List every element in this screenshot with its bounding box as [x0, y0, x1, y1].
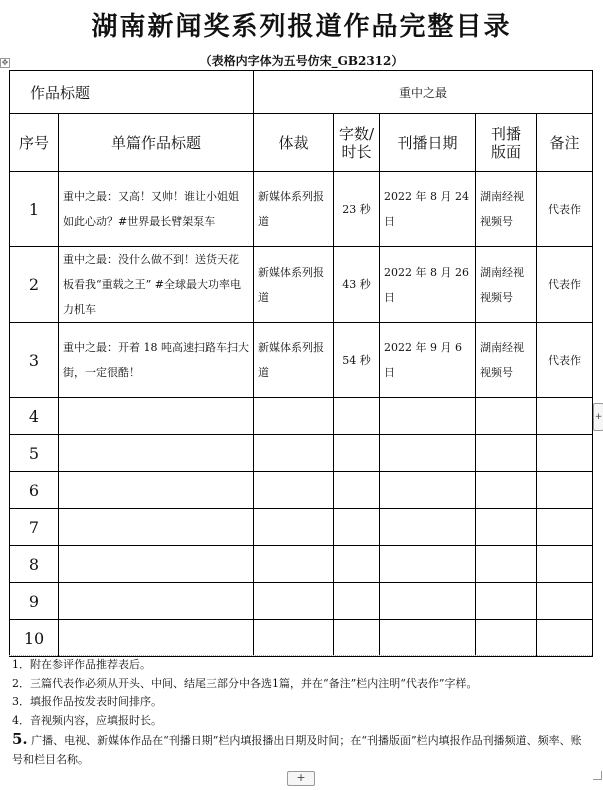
row-date[interactable]	[380, 398, 476, 435]
row-no: 2	[10, 247, 59, 323]
row-genre[interactable]	[254, 546, 334, 583]
row-remark[interactable]	[537, 509, 593, 546]
table-row	[10, 323, 593, 398]
table-row	[10, 583, 593, 620]
row-remark[interactable]	[537, 546, 593, 583]
work-title-label	[10, 71, 254, 114]
row-channel[interactable]	[476, 546, 537, 583]
row-title[interactable]: 重中之最：开着 18 吨高速扫路车扫大街，一定很酷！	[59, 323, 254, 398]
row-channel[interactable]	[476, 398, 537, 435]
row-channel[interactable]	[476, 509, 537, 546]
row-genre[interactable]: 新媒体系列报道	[254, 323, 334, 398]
row-remark[interactable]	[537, 583, 593, 620]
table-row	[10, 435, 593, 472]
row-length[interactable]	[334, 398, 380, 435]
header-no: 序号	[10, 114, 59, 172]
row-title[interactable]: 重中之最：没什么做不到！送货天花板看我“重载之王” #全球最大功率电力机车	[59, 247, 254, 323]
table-row	[10, 546, 593, 583]
row-no: 10	[10, 620, 59, 657]
table-row	[10, 247, 593, 323]
catalog-table	[9, 70, 593, 657]
row-no: 3	[10, 323, 59, 398]
row-remark[interactable]	[537, 620, 593, 657]
table-row	[10, 398, 593, 435]
row-date[interactable]	[380, 620, 476, 657]
row-remark[interactable]: 代表作	[537, 323, 593, 398]
row-date[interactable]	[380, 546, 476, 583]
row-no: 4	[10, 398, 59, 435]
row-length[interactable]: 43 秒	[334, 247, 380, 323]
table-row	[10, 172, 593, 247]
row-genre[interactable]	[254, 472, 334, 509]
note-5	[12, 730, 592, 769]
notes-section	[9, 655, 592, 770]
add-row-icon[interactable]: +	[287, 771, 315, 786]
row-genre[interactable]	[254, 435, 334, 472]
table-resize-handle-icon[interactable]	[593, 771, 602, 780]
row-title[interactable]	[59, 435, 254, 472]
row-remark[interactable]	[537, 472, 593, 509]
row-title[interactable]	[59, 546, 254, 583]
row-channel[interactable]: 湖南经视视频号	[476, 323, 537, 398]
row-length[interactable]	[334, 472, 380, 509]
row-title[interactable]	[59, 509, 254, 546]
row-length[interactable]: 23 秒	[334, 172, 380, 247]
row-remark[interactable]	[537, 398, 593, 435]
row-remark[interactable]: 代表作	[537, 247, 593, 323]
row-date[interactable]	[380, 583, 476, 620]
document-subtitle: （表格内字体为五号仿宋_GB2312）	[199, 54, 404, 68]
row-date[interactable]: 2022 年 9 月 6 日	[380, 323, 476, 398]
row-channel[interactable]	[476, 472, 537, 509]
row-length[interactable]	[334, 546, 380, 583]
work-title-value: 重中之最	[399, 85, 448, 100]
note-2: 2．三篇代表作必须从开头、中间、结尾三部分中各选1篇，并在“备注”栏内注明“代表作”字样。	[12, 676, 478, 690]
row-date[interactable]: 2022 年 8 月 26 日	[380, 247, 476, 323]
row-no: 1	[10, 172, 59, 247]
document-title: 湖南新闻奖系列报道作品完整目录	[91, 12, 512, 42]
row-no: 9	[10, 583, 59, 620]
row-genre[interactable]: 新媒体系列报道	[254, 172, 334, 247]
table-row	[10, 472, 593, 509]
add-column-icon[interactable]: +	[593, 403, 603, 431]
header-length: 字数/时长	[334, 114, 380, 172]
row-genre[interactable]	[254, 620, 334, 657]
row-channel[interactable]	[476, 435, 537, 472]
row-no: 6	[10, 472, 59, 509]
header-genre: 体裁	[254, 114, 334, 172]
row-remark[interactable]	[537, 435, 593, 472]
row-channel[interactable]	[476, 583, 537, 620]
row-date[interactable]	[380, 435, 476, 472]
row-channel[interactable]: 湖南经视视频号	[476, 247, 537, 323]
row-date[interactable]: 2022 年 8 月 24 日	[380, 172, 476, 247]
row-length[interactable]	[334, 583, 380, 620]
note-1: 1．附在参评作品推荐表后。	[12, 658, 151, 671]
work-title-row	[10, 71, 593, 114]
note-4: 4．音视频内容，应填报时长。	[12, 713, 162, 727]
table-row	[10, 620, 593, 657]
row-no: 5	[10, 435, 59, 472]
table-move-handle-icon[interactable]: ✥	[1, 58, 9, 67]
header-title: 单篇作品标题	[59, 114, 254, 172]
row-remark[interactable]: 代表作	[537, 172, 593, 247]
row-title[interactable]	[59, 398, 254, 435]
note-3: 3．填报作品按发表时间排序。	[12, 695, 162, 708]
row-channel[interactable]: 湖南经视视频号	[476, 172, 537, 247]
row-title[interactable]	[59, 620, 254, 657]
row-genre[interactable]	[254, 583, 334, 620]
header-date: 刊播日期	[380, 114, 476, 172]
row-genre[interactable]	[254, 509, 334, 546]
row-date[interactable]	[380, 472, 476, 509]
row-length[interactable]	[334, 435, 380, 472]
note-5-text: 广播、电视、新媒体作品在“刊播日期”栏内填报播出日期及时间；在“刊播版面”栏内填报作品刊播频道、频率、账号和栏目名称。	[12, 734, 582, 766]
row-date[interactable]	[380, 509, 476, 546]
row-title[interactable]	[59, 583, 254, 620]
row-length[interactable]: 54 秒	[334, 323, 380, 398]
row-length[interactable]	[334, 509, 380, 546]
row-title[interactable]	[59, 472, 254, 509]
table-row	[10, 509, 593, 546]
work-title-value-cell[interactable]	[254, 71, 593, 114]
row-no: 8	[10, 546, 59, 583]
row-channel[interactable]	[476, 620, 537, 657]
header-row	[10, 114, 593, 172]
header-remark: 备注	[537, 114, 593, 172]
row-no: 7	[10, 509, 59, 546]
row-length[interactable]	[334, 620, 380, 657]
work-title-label-text: 作品标题	[30, 83, 91, 102]
note-5-number: 5.	[12, 730, 28, 748]
header-channel: 刊播版面	[476, 114, 537, 172]
row-genre[interactable]: 新媒体系列报道	[254, 247, 334, 323]
row-genre[interactable]	[254, 398, 334, 435]
row-title[interactable]: 重中之最：又高！又帅！谁让小姐姐如此心动？#世界最长臂架泵车	[59, 172, 254, 247]
